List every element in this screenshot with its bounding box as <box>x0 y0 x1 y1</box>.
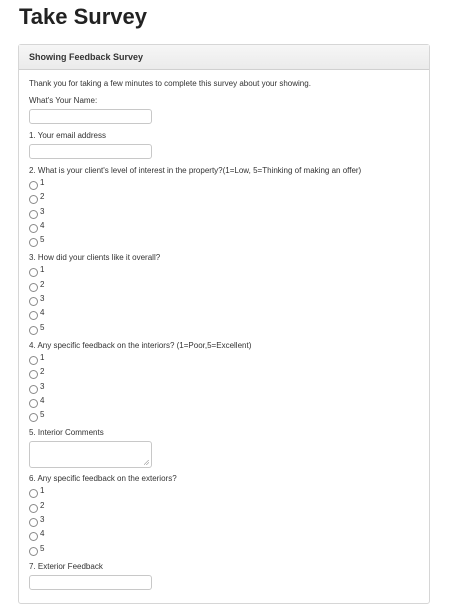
name-input[interactable] <box>29 109 152 124</box>
exterior-feedback-input[interactable] <box>29 575 152 590</box>
exteriors-option[interactable]: 5 <box>29 544 429 558</box>
interiors-option[interactable]: 1 <box>29 353 429 367</box>
exteriors-option[interactable]: 1 <box>29 486 429 500</box>
interest-option[interactable]: 4 <box>29 221 429 235</box>
overall-label: 3. How did your clients like it overall? <box>29 253 161 263</box>
radio-button-icon[interactable] <box>29 504 38 513</box>
interior-comments-label: 5. Interior Comments <box>29 428 104 438</box>
interiors-option[interactable]: 2 <box>29 367 429 381</box>
radio-button-icon[interactable] <box>29 547 38 556</box>
radio-button-icon[interactable] <box>29 370 38 379</box>
interiors-label: 4. Any specific feedback on the interiors? (1=Poor,5=Excellent) <box>29 340 252 350</box>
survey-panel <box>18 44 430 604</box>
overall-option[interactable]: 4 <box>29 308 429 322</box>
radio-button-icon[interactable] <box>29 224 38 233</box>
radio-button-icon[interactable] <box>29 195 38 204</box>
exteriors-radio-group <box>29 486 429 557</box>
radio-button-icon[interactable] <box>29 532 38 541</box>
radio-button-icon[interactable] <box>29 238 38 247</box>
radio-button-icon[interactable] <box>29 413 38 422</box>
exteriors-option[interactable]: 2 <box>29 501 429 515</box>
interest-option[interactable]: 5 <box>29 235 429 249</box>
interior-comments-textarea[interactable] <box>29 441 152 468</box>
email-input[interactable] <box>29 144 152 159</box>
radio-button-icon[interactable] <box>29 399 38 408</box>
radio-button-icon[interactable] <box>29 181 38 190</box>
exteriors-option[interactable]: 3 <box>29 515 429 529</box>
overall-radio-group <box>29 265 429 336</box>
interest-radio-group <box>29 178 429 249</box>
interiors-option[interactable]: 3 <box>29 382 429 396</box>
radio-button-icon[interactable] <box>29 268 38 277</box>
interest-option[interactable]: 2 <box>29 192 429 206</box>
name-label: What's Your Name: <box>29 96 98 105</box>
overall-option[interactable]: 3 <box>29 294 429 308</box>
survey-form <box>19 70 429 590</box>
radio-button-icon[interactable] <box>29 297 38 306</box>
radio-button-icon[interactable] <box>29 311 38 320</box>
overall-option[interactable]: 2 <box>29 280 429 294</box>
resize-grip-icon[interactable] <box>144 460 149 465</box>
overall-option[interactable]: 5 <box>29 323 429 337</box>
exteriors-option[interactable]: 4 <box>29 529 429 543</box>
exterior-feedback-label: 7. Exterior Feedback <box>29 561 103 571</box>
interest-label: 2. What is your client's level of interest in the property?(1=Low, 5=Thinking of making an offer) <box>29 166 362 175</box>
radio-button-icon[interactable] <box>29 283 38 292</box>
interiors-option[interactable]: 4 <box>29 396 429 410</box>
panel-heading: Showing Feedback Survey <box>19 45 429 70</box>
radio-button-icon[interactable] <box>29 385 38 394</box>
interiors-option[interactable]: 5 <box>29 410 429 424</box>
radio-button-icon[interactable] <box>29 356 38 365</box>
page-title: Take Survey <box>19 4 148 29</box>
radio-button-icon[interactable] <box>29 326 38 335</box>
intro-text: Thank you for taking a few minutes to complete this survey about your showing. <box>29 79 311 88</box>
radio-button-icon[interactable] <box>29 210 38 219</box>
interest-option[interactable]: 1 <box>29 178 429 192</box>
interiors-radio-group <box>29 353 429 424</box>
interest-option[interactable]: 3 <box>29 207 429 221</box>
exteriors-label: 6. Any specific feedback on the exteriors? <box>29 474 177 484</box>
radio-button-icon[interactable] <box>29 489 38 498</box>
email-label: 1. Your email address <box>29 131 106 140</box>
radio-button-icon[interactable] <box>29 518 38 527</box>
overall-option[interactable]: 1 <box>29 265 429 279</box>
